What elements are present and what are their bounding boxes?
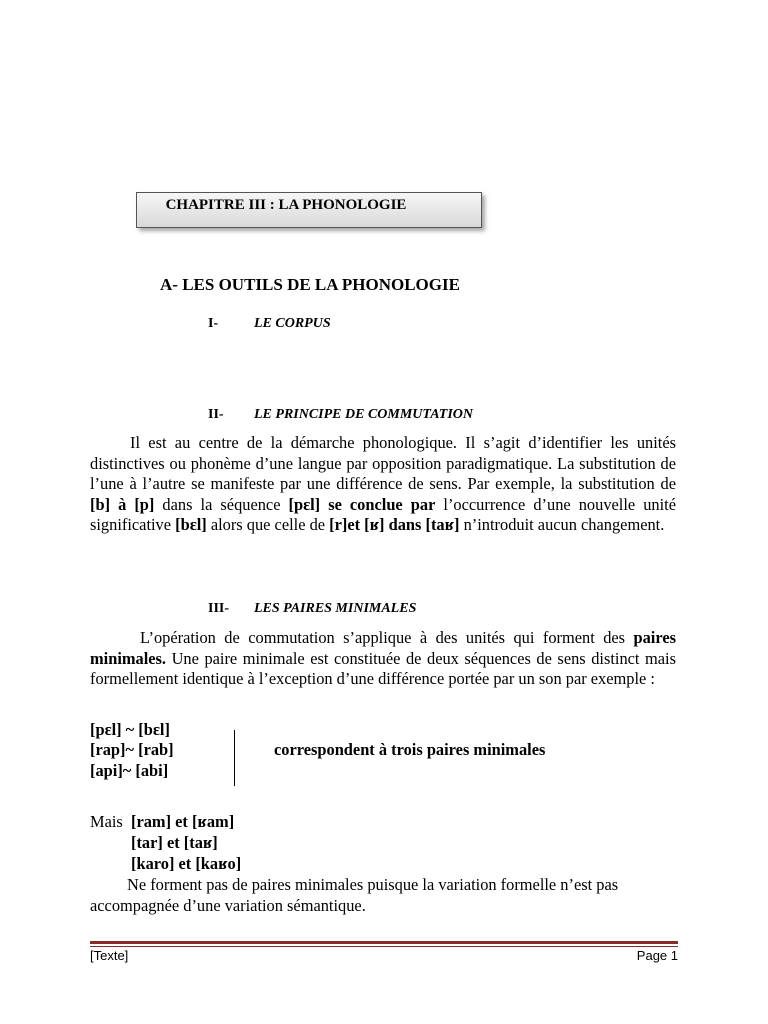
example-pair-1: [pɛl] ~ [bɛl] [90,720,170,739]
divider-line [234,730,235,786]
mais-word: Mais [90,812,123,831]
footer-left-text: [Texte] [90,948,129,963]
mais-line-2: [tar] et [taʁ] [131,833,218,852]
subsection-2-number: II- [208,407,224,422]
conclusion-paragraph: Ne forment pas de paires minimales puisque la variation formelle n’est pas accompagnée d’une variation sémantique. [90,875,619,915]
example-pair-2: [rap]~ [rab] [90,740,174,759]
paires-minimales-paragraph: L’opération de commutation s’applique à des unités qui forment des paires minimales. Une paire minimale est constituée de deux séquences de sens distinct mais formellement identique à l’exception d’une différence portée par un son par exemple : [90,628,676,688]
footer-rule [90,941,678,944]
section-a-heading: A- LES OUTILS DE LA PHONOLOGIE [160,275,460,294]
subsection-1-number: I- [208,316,219,331]
commutation-paragraph: Il est au centre de la démarche phonologique. Il s’agit d’identifier les unités distinctives ou phonème d’une langue par opposition paradigmatique. La substitution de l’une à l’autre se manifeste par une différence de sens. Par exemple, la substitution de [b] à [p] dans la séquence [pɛl] se conclue par l’occurrence d’une nouvelle unité significative [bɛl] alors que celle de [r]et [ʁ] dans [taʁ] n’introduit aucun changement. [90,433,677,534]
chapter-title: CHAPITRE III : LA PHONOLOGIE [165,197,407,213]
mais-line-3: [karo] et [kaʁo] [131,854,242,873]
example-pair-3: [api]~ [abi] [90,761,169,780]
footer-rule-thin [90,946,678,947]
subsection-3-title: LES PAIRES MINIMALES [254,601,417,616]
page-number: Page 1 [636,948,678,963]
mais-line-1: [ram] et [ʁam] [131,812,235,831]
subsection-2-title: LE PRINCIPE DE COMMUTATION [254,407,473,422]
correspond-text: correspondent à trois paires minimales [274,740,546,759]
subsection-1-title: LE CORPUS [254,316,331,331]
subsection-3-number: III- [208,601,230,616]
